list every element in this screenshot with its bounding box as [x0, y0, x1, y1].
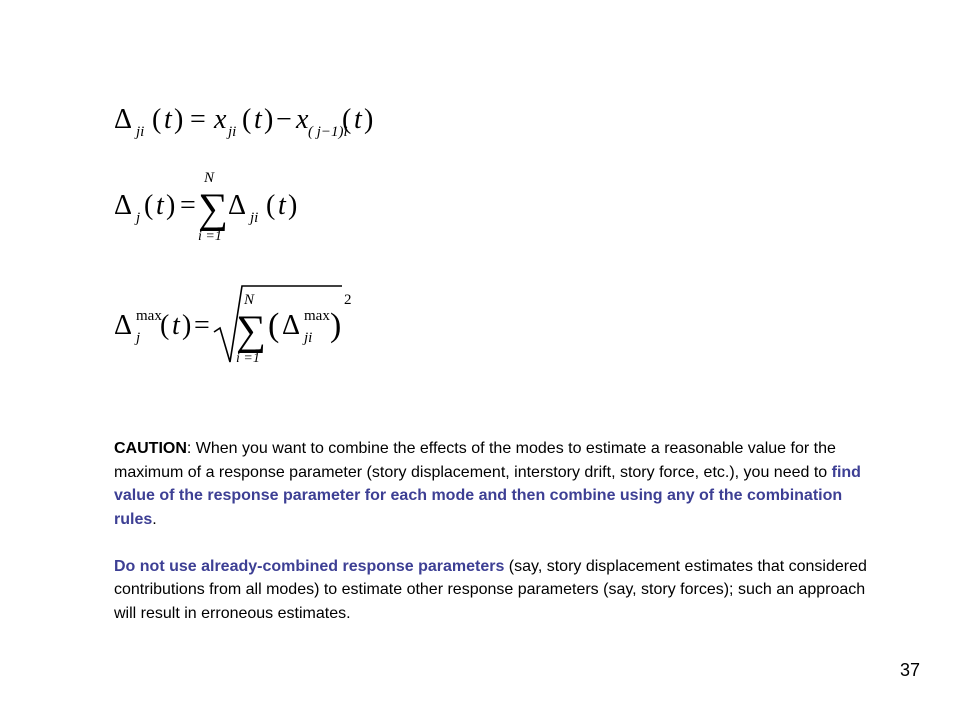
caution-paragraph: [114, 437, 874, 531]
warning-emphasis: Do not use already-combined response parameters: [114, 557, 505, 575]
svg-text:Δ: Δ: [282, 310, 301, 341]
svg-text:t: t: [254, 104, 262, 135]
svg-text:): ): [330, 307, 342, 344]
caution-text: : When you want to combine the effects of the modes to estimate a reasonable value for the maximum of a response parameter (story displacement, interstory drift, story force, etc.), you need to: [114, 440, 836, 481]
svg-text:i =1: i =1: [236, 351, 260, 366]
svg-text:=: =: [190, 104, 206, 135]
svg-text:N: N: [244, 292, 255, 308]
svg-text:): ): [182, 310, 192, 341]
warning-paragraph: [114, 555, 874, 626]
svg-text:ji: ji: [136, 124, 145, 140]
svg-text:): ): [264, 104, 274, 135]
svg-text:max: max: [304, 308, 330, 324]
svg-text:(: (: [342, 104, 352, 135]
svg-text:N: N: [204, 170, 215, 186]
svg-text:ji: ji: [250, 210, 259, 226]
svg-text:t: t: [156, 190, 164, 221]
svg-text:−: −: [276, 104, 292, 135]
caution-emphasis: find value of the response parameter for each mode and then combine using any of the combination rules: [114, 463, 861, 528]
svg-text:∑: ∑: [236, 308, 266, 354]
svg-text:=: =: [180, 190, 196, 221]
svg-text:): ): [166, 190, 176, 221]
svg-text:i =1: i =1: [198, 229, 222, 244]
svg-text:(: (: [242, 104, 252, 135]
svg-text:j: j: [136, 210, 141, 226]
svg-text:): ): [288, 190, 298, 221]
svg-text:Δ: Δ: [114, 190, 133, 221]
warning-text: (say, story displacement estimates that considered contributions from all modes) to estimate other response parameters (say, story forces); such an approach will result in erroneous estimates.: [114, 557, 867, 622]
svg-text:Δ: Δ: [114, 310, 133, 341]
equation-interstory-drift-sum: [110, 162, 310, 246]
svg-text:t: t: [354, 104, 362, 135]
svg-text:ji: ji: [304, 330, 313, 346]
equation-interstory-drift-mode: [110, 92, 380, 152]
svg-text:t: t: [164, 104, 172, 135]
svg-text:=: =: [194, 310, 210, 341]
svg-text:(: (: [266, 190, 276, 221]
svg-text:x: x: [296, 104, 309, 135]
svg-text:2: 2: [344, 292, 352, 308]
svg-text:): ): [174, 104, 184, 135]
caution-period: .: [152, 510, 157, 528]
svg-text:Δ: Δ: [228, 190, 247, 221]
page-number: 37: [899, 660, 920, 680]
caution-text-block: [114, 437, 874, 625]
svg-text:(: (: [268, 307, 280, 344]
svg-text:ji: ji: [228, 124, 237, 140]
svg-text:( j−1)i: ( j−1)i: [308, 124, 348, 140]
svg-text:∑: ∑: [198, 186, 228, 232]
svg-text:(: (: [144, 190, 154, 221]
svg-text:): ): [364, 104, 374, 135]
svg-text:(: (: [160, 310, 170, 341]
svg-text:t: t: [172, 310, 180, 341]
caution-label: CAUTION: [114, 440, 187, 457]
svg-text:max: max: [136, 308, 162, 324]
svg-text:x: x: [214, 104, 227, 135]
paragraph-gap: [114, 531, 874, 555]
svg-text:Δ: Δ: [114, 104, 133, 135]
svg-text:j: j: [136, 330, 141, 346]
svg-text:(: (: [152, 104, 162, 135]
svg-text:t: t: [278, 190, 286, 221]
equation-srss-combination: [110, 280, 360, 375]
